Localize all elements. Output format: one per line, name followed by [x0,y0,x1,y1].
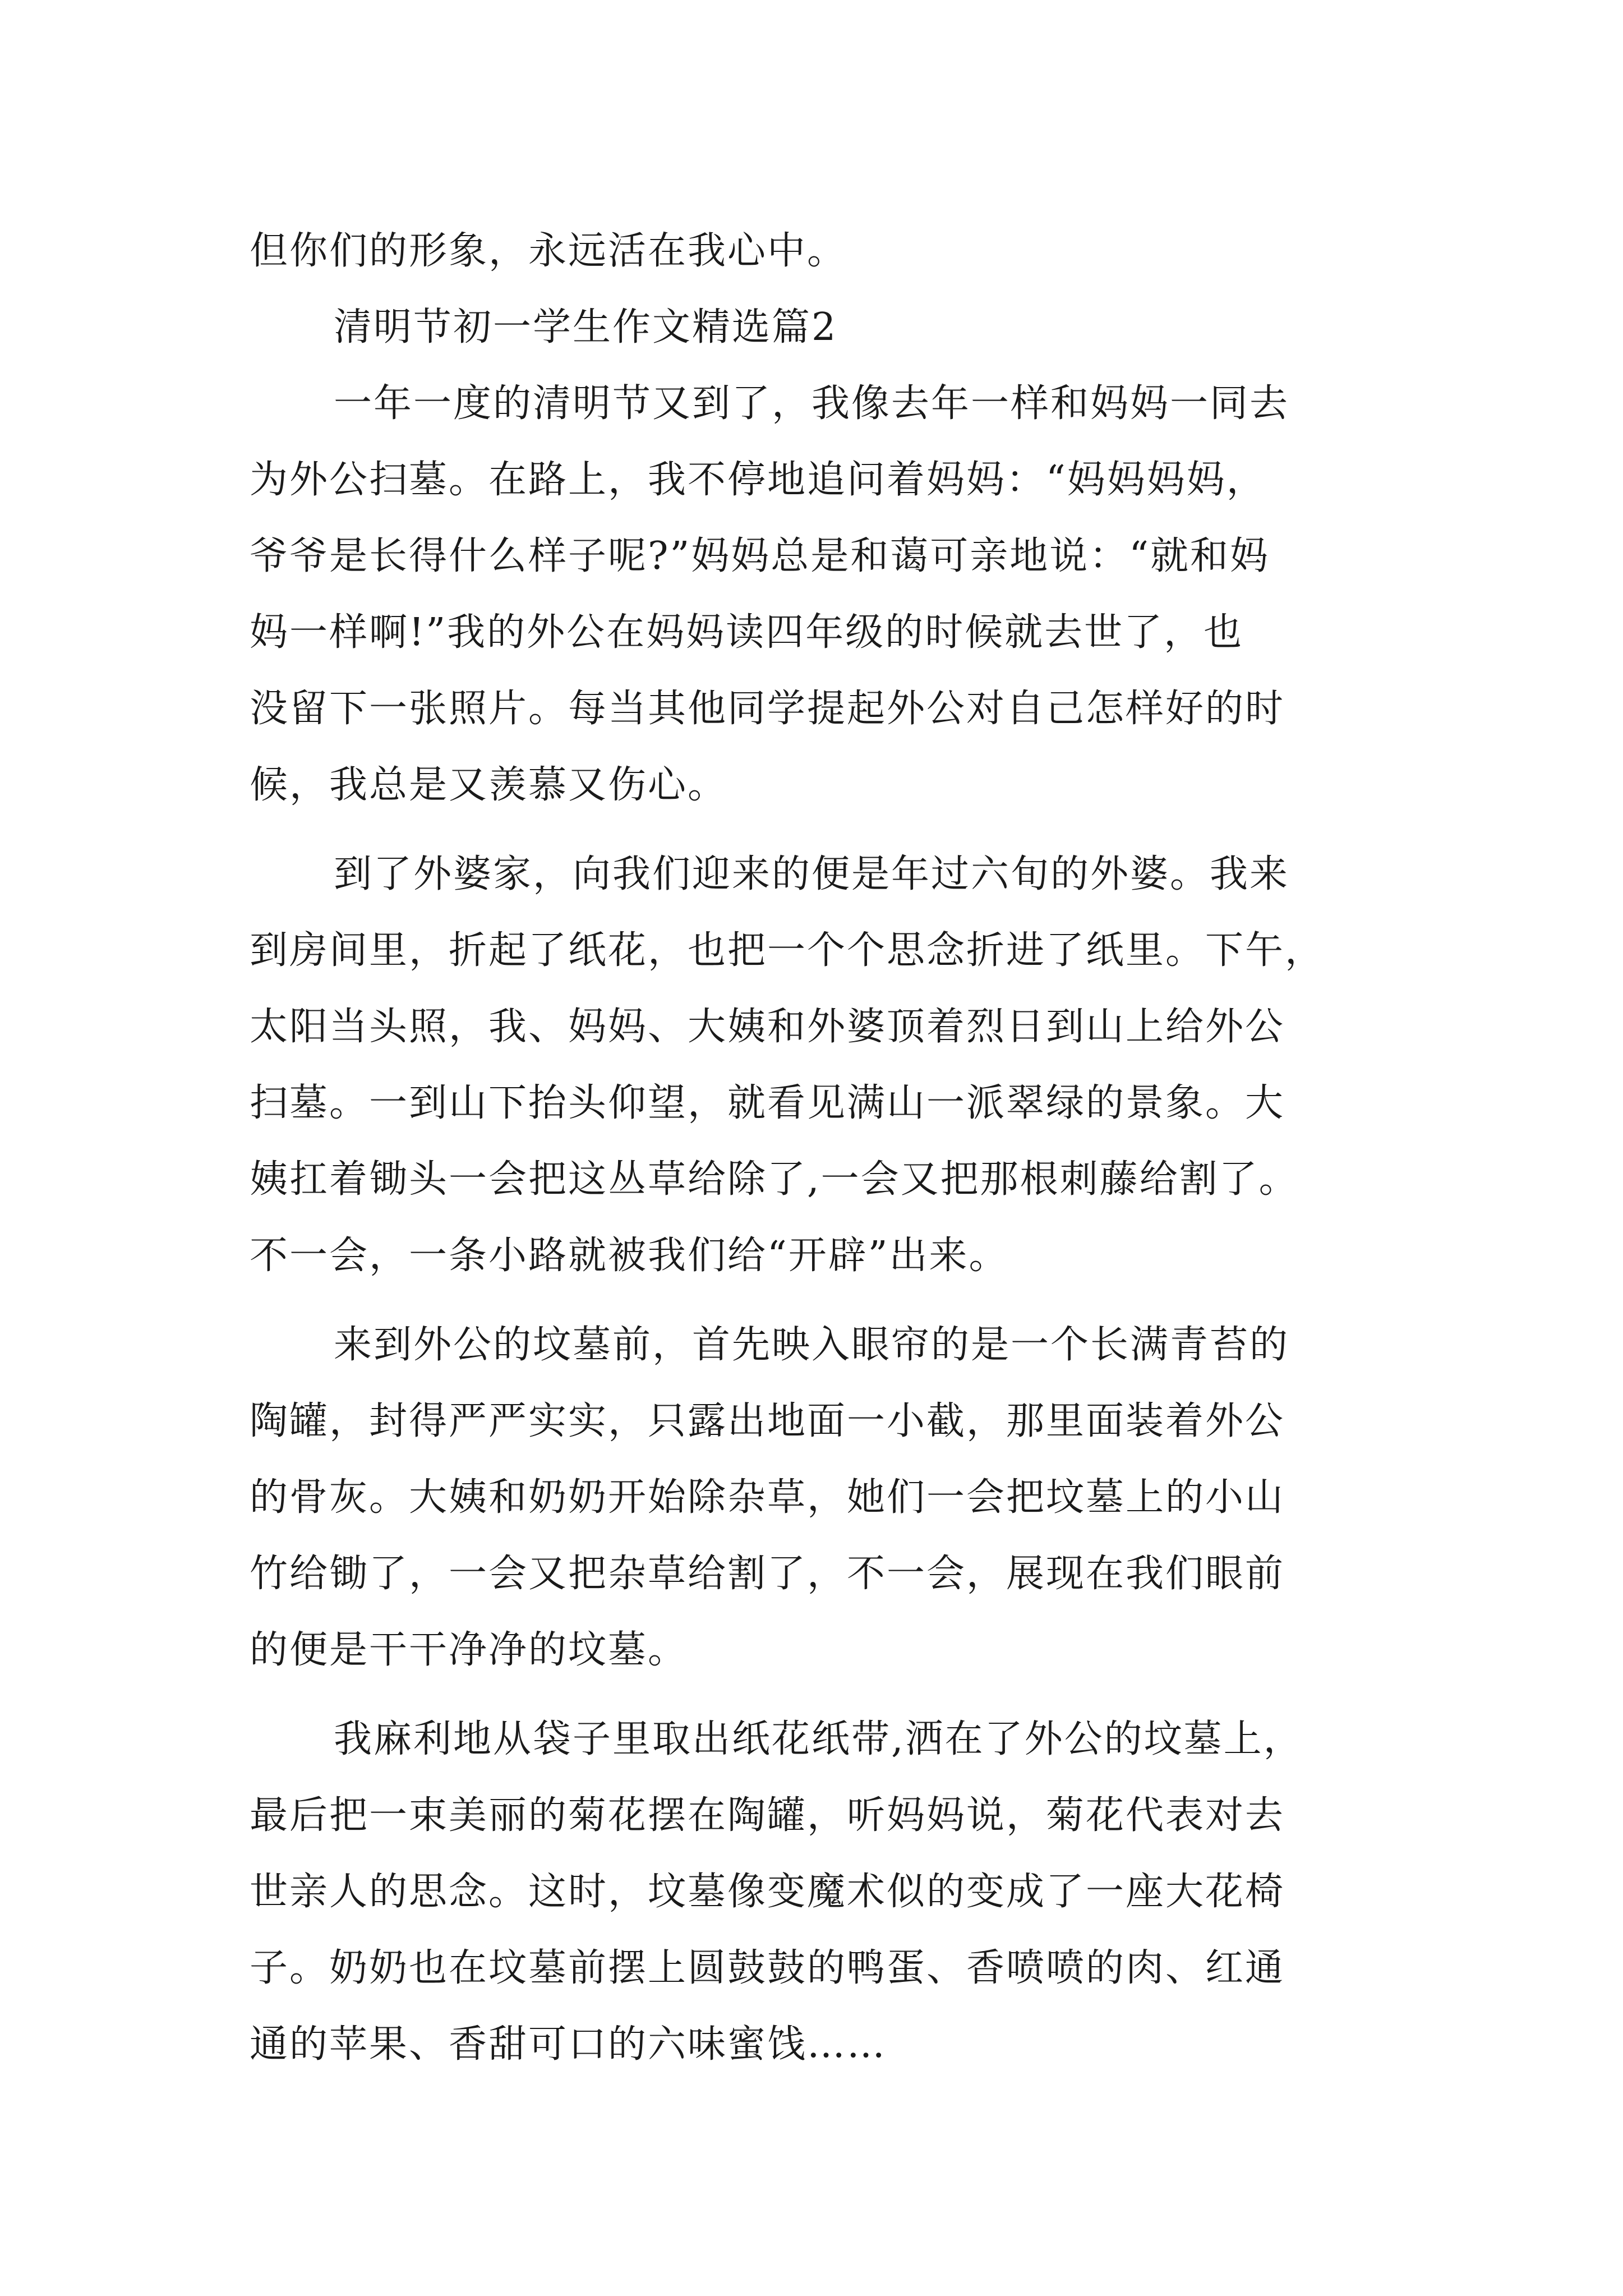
paragraph-line: 竹给锄了，一会又把杂草给割了，不一会，展现在我们眼前 [250,1552,1285,1596]
paragraph-line: 不一会，一条小路就被我们给“开辟”出来。 [250,1234,1009,1278]
paragraph-line: 爷爷是长得什么样子呢?”妈妈总是和蔼可亲地说：“就和妈 [250,534,1270,578]
paragraph-line: 的便是干干净净的坟墓。 [250,1628,688,1672]
paragraph [250,213,1394,289]
paragraph-line: 的骨灰。大姨和奶奶开始除杂草，她们一会把坟墓上的小山 [250,1475,1285,1520]
paragraph [250,366,1394,823]
section-title [250,289,1394,366]
paragraph-line: 姨扛着锄头一会把这丛草给除了,一会又把那根刺藤给割了。 [250,1157,1299,1202]
paragraph-line: 太阳当头照，我、妈妈、大姨和外婆顶着烈日到山上给外公 [250,1005,1285,1049]
paragraph-line: 一年一度的清明节又到了，我像去年一样和妈妈一同去 [334,381,1290,426]
paragraph-line: 子。奶奶也在坟墓前摆上圆鼓鼓的鸭蛋、香喷喷的肉、红通 [250,1946,1285,1990]
paragraph-line: 到了外婆家，向我们迎来的便是年过六旬的外婆。我来 [334,852,1290,896]
paragraph-line: 但你们的形象，永远活在我心中。 [250,229,847,273]
paragraph-line: 通的苹果、香甜可口的六味蜜饯…… [250,2022,887,2067]
section-title-line: 清明节初一学生作文精选篇2 [334,305,838,349]
paragraph [250,1307,1394,1688]
paragraph-line: 最后把一束美丽的菊花摆在陶罐，听妈妈说，菊花代表对去 [250,1793,1285,1838]
paragraph-line: 我麻利地从袋子里取出纸花纸带,洒在了外公的坟墓上， [334,1717,1303,1761]
paragraph-line: 陶罐，封得严严实实，只露出地面一小截，那里面装着外公 [250,1399,1285,1443]
paragraph-line: 候，我总是又羡慕又伤心。 [250,763,728,807]
paragraph-line: 世亲人的思念。这时，坟墓像变魔术似的变成了一座大花椅 [250,1870,1285,1914]
paragraph-line: 扫墓。一到山下抬头仰望，就看见满山一派翠绿的景象。大 [250,1081,1285,1125]
paragraph-line: 为外公扫墓。在路上，我不停地追问着妈妈：“妈妈妈妈， [250,458,1266,502]
document-body [250,213,1394,2083]
paragraph-line: 来到外公的坟墓前，首先映入眼帘的是一个长满青苔的 [334,1323,1290,1367]
paragraph-line: 妈一样啊!”我的外公在妈妈读四年级的时候就去世了，也 [250,610,1244,655]
paragraph-line: 没留下一张照片。每当其他同学提起外公对自己怎样好的时 [250,687,1285,731]
paragraph [250,836,1394,1294]
paragraph-line: 到房间里，折起了纸花，也把一个个思念折进了纸里。下午， [250,928,1325,973]
paragraph [250,1701,1394,2083]
